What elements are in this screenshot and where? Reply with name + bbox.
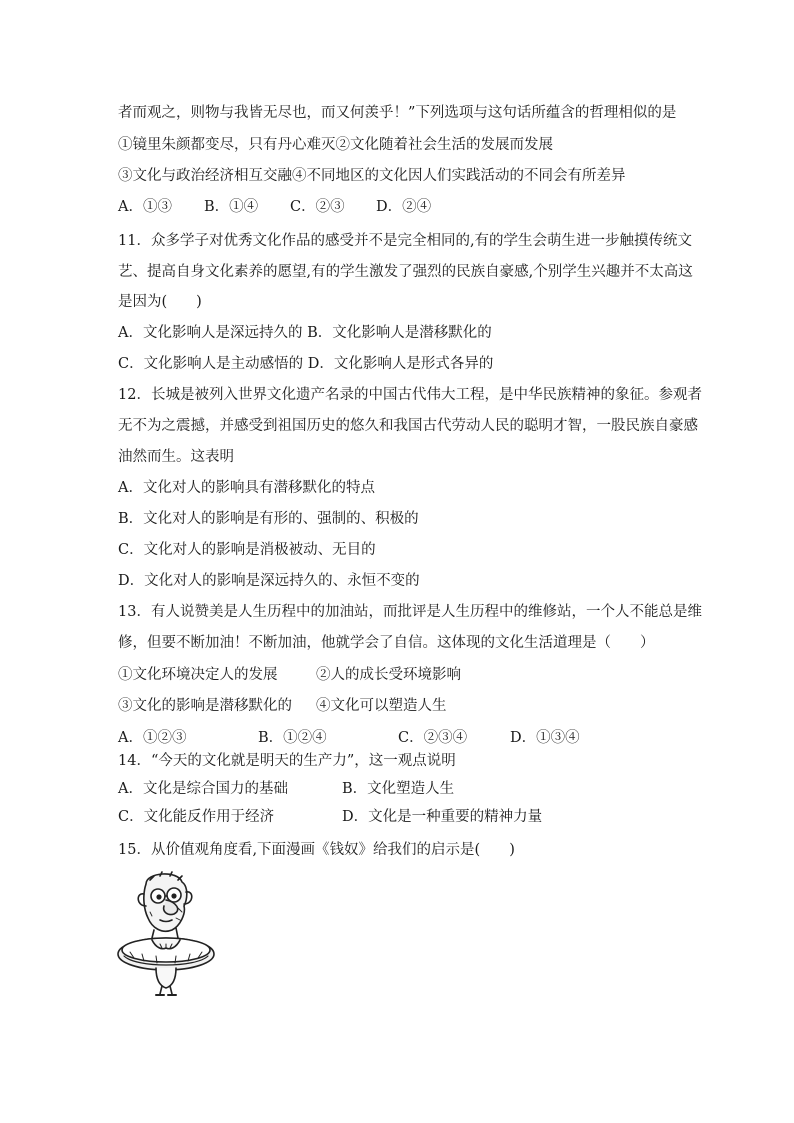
q14-option-d[interactable]: D．文化是一种重要的精神力量 — [342, 809, 543, 825]
q15-stem: 15．从价值观角度看,下面漫画《钱奴》给我们的启示是( ) — [118, 842, 515, 858]
q12-option-b[interactable]: B．文化对人的影响是有形的、强制的、积极的 — [118, 511, 419, 527]
q13-option-b[interactable]: B．①②④ — [258, 730, 327, 746]
q12-option-d[interactable]: D．文化对人的影响是深远持久的、永恒不变的 — [118, 573, 420, 589]
q10-option-a[interactable]: A．①③ — [118, 199, 172, 215]
q13-statement-3: ③文化的影响是潜移默化的 — [118, 698, 292, 714]
q12-stem-line2: 无不为之震撼，并感受到祖国历史的悠久和我国古代劳动人民的聪明才智，一股民族自豪感 — [118, 418, 698, 434]
q10-option-c[interactable]: C．②③ — [290, 199, 345, 215]
q14-option-c[interactable]: C．文化能反作用于经济 — [118, 809, 275, 825]
q13-statement-1: ①文化环境决定人的发展 — [118, 667, 278, 683]
q11-stem-line3: 是因为( ) — [118, 294, 202, 310]
q13-option-c[interactable]: C．②③④ — [398, 730, 468, 746]
q13-option-a[interactable]: A．①②③ — [118, 730, 187, 746]
q11-stem-line1: 11．众多学子对优秀文化作品的感受并不是完全相同的,有的学生会萌生进一步触摸传统文 — [118, 233, 693, 249]
q12-option-c[interactable]: C．文化对人的影响是消极被动、无目的 — [118, 542, 376, 558]
q13-stem-line1: 13．有人说赞美是人生历程中的加油站，而批评是人生历程中的维修站，一个人不能总是维 — [118, 604, 702, 620]
q11-options-ab[interactable]: A．文化影响人是深远持久的 B．文化影响人是潜移默化的 — [118, 325, 492, 341]
q12-stem-line1: 12．长城是被列入世界文化遗产名录的中国古代伟大工程，是中华民族精神的象征。参观者 — [118, 387, 702, 403]
q10-statements-3-4: ③文化与政治经济相互交融④不同地区的文化因人们实践活动的不同会有所差异 — [118, 168, 626, 184]
q13-statement-4: ④文化可以塑造人生 — [316, 698, 447, 714]
q13-option-d[interactable]: D．①③④ — [510, 730, 580, 746]
q12-stem-line3: 油然而生。这表明 — [118, 449, 234, 465]
q12-option-a[interactable]: A．文化对人的影响具有潜移默化的特点 — [118, 480, 375, 496]
q14-option-a[interactable]: A．文化是综合国力的基础 — [118, 781, 288, 797]
q14-stem: 14．“今天的文化就是明天的生产力”，这一观点说明 — [118, 753, 456, 769]
q13-stem-line2: 修，但要不断加油！不断加油，他就学会了自信。这体现的文化生活道理是（ ） — [118, 635, 655, 651]
q11-stem-line2: 艺、提高自身文化素养的愿望,有的学生激发了强烈的民族自豪感,个别学生兴趣并不太高这 — [118, 264, 693, 280]
q11-options-cd[interactable]: C．文化影响人是主动感悟的 D．文化影响人是形式各异的 — [118, 356, 494, 372]
q13-statement-2: ②人的成长受环境影响 — [316, 667, 461, 683]
q10-stem-tail: 者而观之，则物与我皆无尽也，而又何羡乎！”下列选项与这句话所蕴含的哲理相似的是 — [118, 105, 677, 121]
q14-option-b[interactable]: B．文化塑造人生 — [342, 781, 455, 797]
money-slave-cartoon — [116, 868, 220, 998]
q10-option-b[interactable]: B．①④ — [204, 199, 259, 215]
q10-option-d[interactable]: D．②④ — [376, 199, 432, 215]
q10-statements-1-2: ①镜里朱颜都变尽，只有丹心难灭②文化随着社会生活的发展而发展 — [118, 137, 553, 153]
